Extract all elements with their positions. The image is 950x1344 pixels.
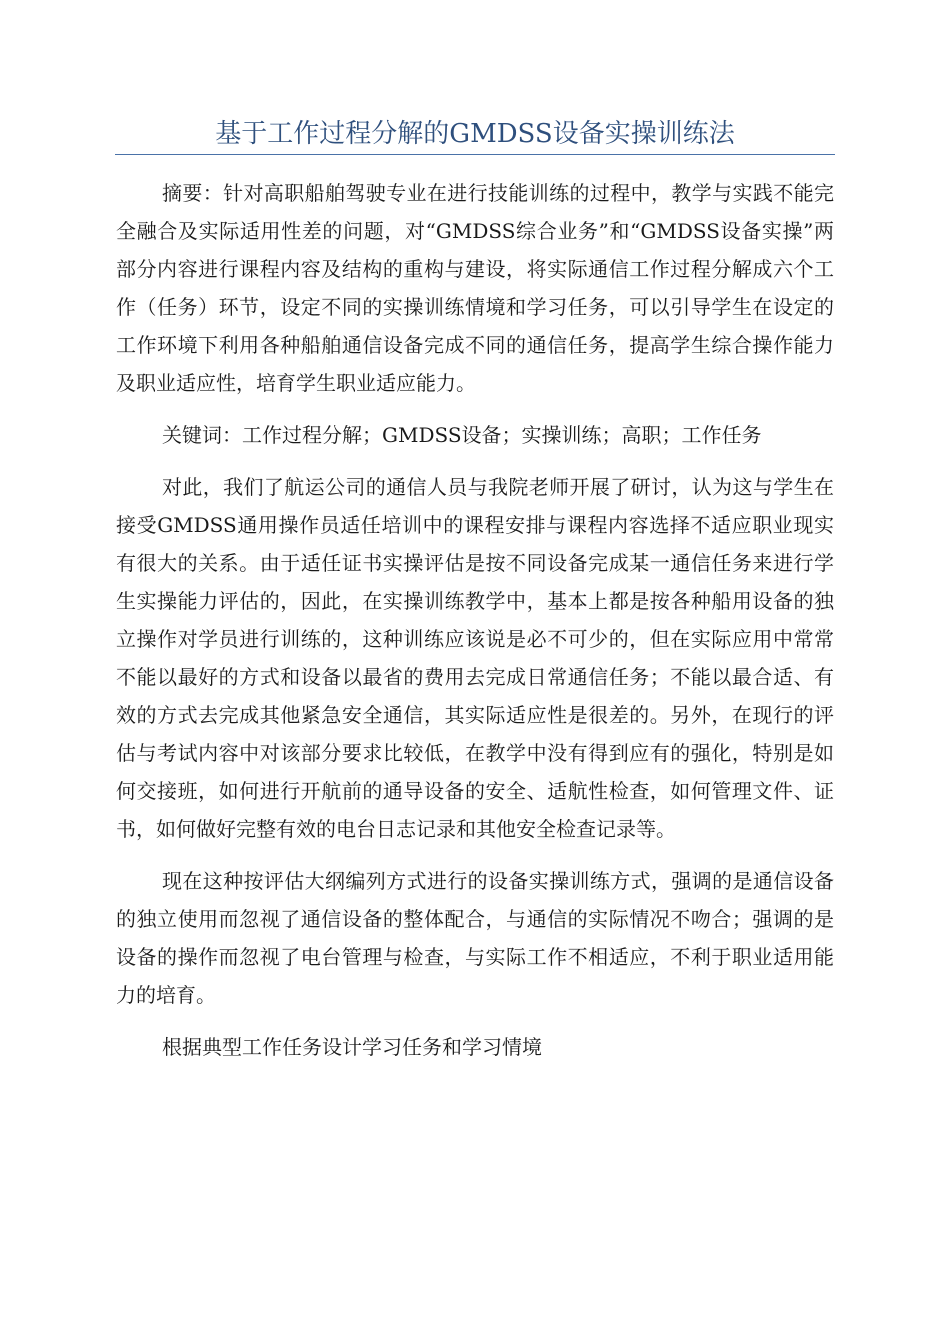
document-title: 基于工作过程分解的GMDSS设备实操训练法 [215, 119, 735, 149]
document-body [116, 174, 834, 1080]
abstract-paragraph: 摘要：针对高职船舶驾驶专业在进行技能训练的过程中，教学与实践不能完全融合及实际适用性差的问题，对“GMDSS综合业务”和“GMDSS设备实操”两部分内容进行课程内容及结构的重构与建设，将实际通信工作过程分解成六个工作（任务）环节，设定不同的实操训练情境和学习任务，可以引导学生在设定的工作环境下利用各种船舶通信设备完成不同的通信任务，提高学生综合操作能力及职业适应性，培育学生职业适应能力。 [116, 181, 834, 395]
body-paragraph-2: 现在这种按评估大纲编列方式进行的设备实操训练方式，强调的是通信设备的独立使用而忽视了通信设备的整体配合，与通信的实际情况不吻合；强调的是设备的操作而忽视了电台管理与检查，与实际工作不相适应，不利于职业适用能力的培育。 [116, 869, 834, 1007]
keywords-paragraph: 关键词：工作过程分解；GMDSS设备；实操训练；高职；工作任务 [162, 423, 762, 447]
body-paragraph-1: 对此，我们了航运公司的通信人员与我院老师开展了研讨，认为这与学生在接受GMDSS通用操作员适任培训中的课程安排与课程内容选择不适应职业现实有很大的关系。由于适任证书实操评估是按不同设备完成某一通信任务来进行学生实操能力评估的，因此，在实操训练教学中，基本上都是按各种船用设备的独立操作对学员进行训练的，这种训练应该说是必不可少的，但在实际应用中常常不能以最好的方式和设备以最省的费用去完成日常通信任务；不能以最合适、有效的方式去完成其他紧急安全通信，其实际适应性是很差的。另外，在现行的评估与考试内容中对该部分要求比较低，在教学中没有得到应有的强化，特别是如何交接班，如何进行开航前的通导设备的安全、适航性检查，如何管理文件、证书，如何做好完整有效的电台日志记录和其他安全检查记录等。 [116, 475, 834, 841]
title-underline [115, 154, 835, 155]
section-heading: 根据典型工作任务设计学习任务和学习情境 [162, 1035, 542, 1059]
